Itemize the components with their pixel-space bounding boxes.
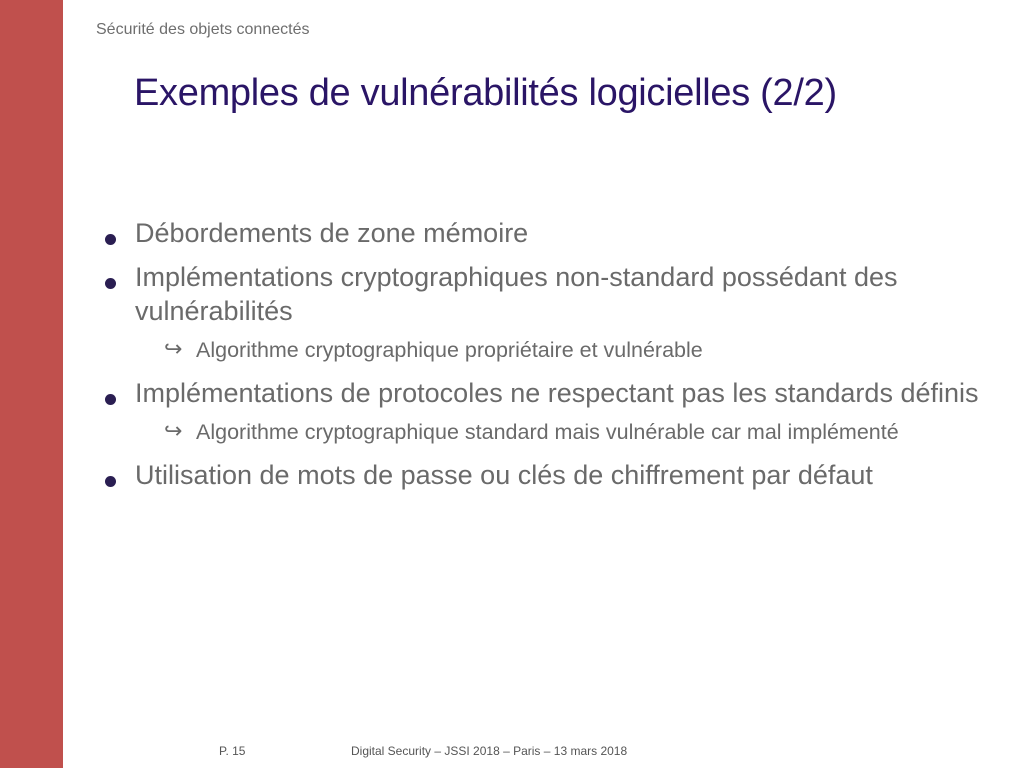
slide-title: Exemples de vulnérabilités logicielles (2/2): [134, 72, 837, 114]
bullet-dot-icon: [105, 278, 116, 289]
bullet-item: [100, 260, 990, 328]
sub-bullet-text: Algorithme cryptographique propriétaire et vulnérable: [196, 338, 703, 362]
sub-bullet-item: [100, 418, 990, 446]
bullet-text: Implémentations cryptographiques non-standard possédant des vulnérabilités: [135, 262, 898, 326]
footer-event: Digital Security – JSSI 2018 – Paris – 13 mars 2018: [351, 744, 628, 758]
hook-arrow-icon: ↪: [164, 419, 183, 444]
bullet-item: [100, 458, 990, 492]
bullet-dot-icon: [105, 394, 116, 405]
bullet-text: Implémentations de protocoles ne respectant pas les standards définis: [135, 378, 979, 408]
sub-bullet-text: Algorithme cryptographique standard mais vulnérable car mal implémenté: [196, 420, 899, 444]
bullet-item: [100, 376, 990, 410]
page-number: P. 15: [219, 744, 246, 758]
bullet-dot-icon: [105, 476, 116, 487]
bullet-text: Débordements de zone mémoire: [135, 218, 529, 248]
left-accent-bar: [0, 0, 63, 768]
bullet-dot-icon: [105, 234, 116, 245]
bullet-item: [100, 216, 990, 250]
bullet-text: Utilisation de mots de passe ou clés de chiffrement par défaut: [135, 460, 873, 490]
bullet-list: [100, 216, 990, 502]
hook-arrow-icon: ↪: [164, 337, 183, 362]
sub-bullet-item: [100, 336, 990, 364]
section-header: Sécurité des objets connectés: [96, 21, 310, 38]
